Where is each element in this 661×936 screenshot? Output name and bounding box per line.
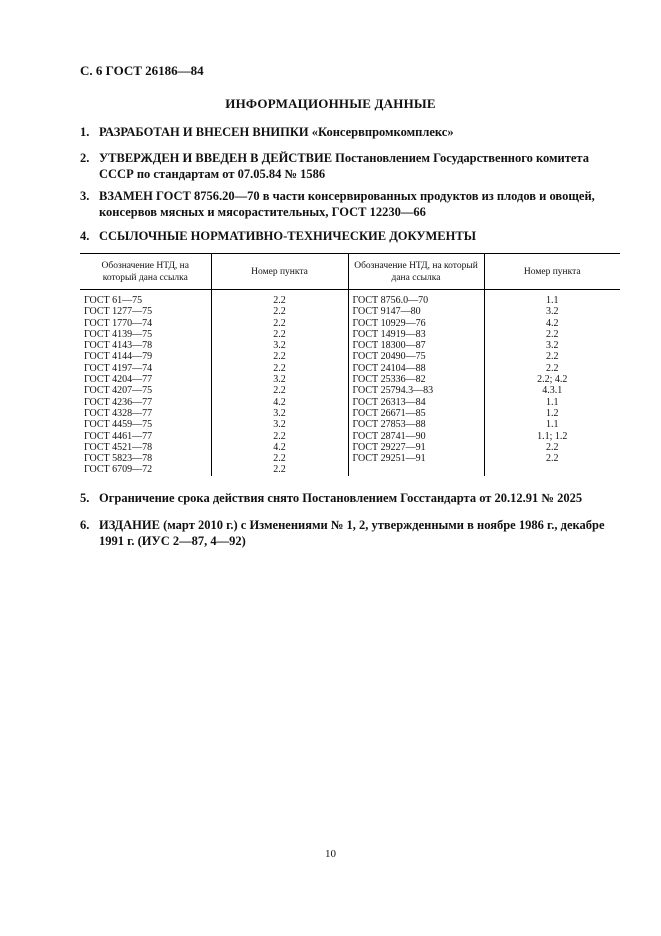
table-row xyxy=(80,453,620,464)
ntd-cell: ГОСТ 18300—87 xyxy=(348,340,484,351)
table-row xyxy=(80,340,620,351)
clause-cell: 1.1 xyxy=(546,295,559,306)
clause-cell: 2.2 xyxy=(211,351,348,362)
info-item-2 xyxy=(80,150,620,182)
ntd-cell: ГОСТ 4143—78 xyxy=(80,340,211,351)
ntd-cell: ГОСТ 6709—72 xyxy=(80,464,211,475)
item-number: 4. xyxy=(80,229,90,243)
col-header-clause: Номер пункта xyxy=(484,254,620,290)
ntd-cell: ГОСТ 24104—88 xyxy=(348,363,484,374)
clause-cell: 1.1 xyxy=(546,419,559,431)
table-row xyxy=(80,464,620,475)
item-text: ССЫЛОЧНЫЕ НОРМАТИВНО-ТЕХНИЧЕСКИЕ ДОКУМЕНТЫ xyxy=(99,229,476,243)
item-text: УТВЕРЖДЕН И ВВЕДЕН В ДЕЙСТВИЕ Постановлением Государственного комитета СССР по стандартам от 07.05.84 № 1586 xyxy=(99,151,589,181)
clause-cell: 2.2 xyxy=(211,464,348,475)
ntd-cell: ГОСТ 25336—82 xyxy=(348,374,484,385)
item-number: 1. xyxy=(80,125,90,139)
ntd-cell: ГОСТ 4144—79 xyxy=(80,351,211,362)
clause-cell: 4.2 xyxy=(546,317,559,329)
clause-cell: 2.2 xyxy=(211,431,348,442)
running-header: С. 6 ГОСТ 26186—84 xyxy=(80,63,204,78)
table-row xyxy=(80,374,620,385)
col-header-ntd: Обозначение НТД, на который дана ссылка xyxy=(348,254,484,290)
clause-cell: 3.2 xyxy=(211,374,348,385)
item-text: Ограничение срока действия снято Постановлением Госстандарта от 20.12.91 № 2025 xyxy=(99,491,583,505)
clause-cell: 3.2 xyxy=(211,419,348,430)
clause-cell: 2.2 xyxy=(546,441,559,453)
table-body xyxy=(80,290,620,476)
ntd-cell: ГОСТ 26671—85 xyxy=(348,408,484,419)
ntd-cell: ГОСТ 4328—77 xyxy=(80,408,211,419)
clause-cell: 2.2 xyxy=(211,385,348,396)
ntd-cell: ГОСТ 28741—90 xyxy=(348,431,484,442)
table-row xyxy=(80,419,620,430)
item-number: 5. xyxy=(80,491,90,505)
clause-cell: 3.2 xyxy=(546,340,559,352)
clause-cell: 1.1; 1.2 xyxy=(537,430,568,442)
ntd-cell: ГОСТ 14919—83 xyxy=(348,329,484,340)
info-item-4 xyxy=(80,228,620,244)
clause-cell: 2.2 xyxy=(211,306,348,317)
ntd-cell: ГОСТ 26313—84 xyxy=(348,397,484,408)
table-row xyxy=(80,442,620,453)
section-title: ИНФОРМАЦИОННЫЕ ДАННЫЕ xyxy=(225,96,436,111)
clause-cell: 3.2 xyxy=(211,340,348,351)
clause-cell: 2.2 xyxy=(546,328,559,340)
info-item-6 xyxy=(80,517,620,549)
info-item-5 xyxy=(80,490,620,506)
clause-cell: 1.2 xyxy=(546,407,559,419)
clause-cell: 2.2 xyxy=(211,290,348,307)
ntd-cell: ГОСТ 4204—77 xyxy=(80,374,211,385)
ntd-cell: ГОСТ 61—75 xyxy=(80,290,211,307)
clause-cell: 2.2; 4.2 xyxy=(537,374,568,386)
ntd-cell: ГОСТ 5823—78 xyxy=(80,453,211,464)
ntd-cell: ГОСТ 1770—74 xyxy=(80,318,211,329)
ntd-cell: ГОСТ 9147—80 xyxy=(348,306,484,317)
col-header-ntd: Обозначение НТД, на который дана ссылка xyxy=(80,254,211,290)
clause-cell: 2.2 xyxy=(211,363,348,374)
ntd-cell: ГОСТ 4461—77 xyxy=(80,431,211,442)
item-text: ВЗАМЕН ГОСТ 8756.20—70 в части консервированных продуктов из плодов и овощей, консервов мясных и мясорастительных, ГОСТ 12230—66 xyxy=(99,189,595,219)
ntd-cell: ГОСТ 20490—75 xyxy=(348,351,484,362)
clause-cell xyxy=(484,464,620,475)
clause-cell: 4.2 xyxy=(211,442,348,453)
ntd-cell: ГОСТ 1277—75 xyxy=(80,306,211,317)
table-row xyxy=(80,329,620,340)
ntd-cell xyxy=(348,464,484,475)
ntd-cell: ГОСТ 10929—76 xyxy=(348,318,484,329)
clause-cell: 2.2 xyxy=(546,453,559,465)
item-text: ИЗДАНИЕ (март 2010 г.) с Изменениями № 1, 2, утвержденными в ноябре 1986 г., декабре 1991 г. (ИУС 2—87, 4—92) xyxy=(99,518,605,548)
clause-cell: 2.2 xyxy=(211,453,348,464)
clause-cell: 2.2 xyxy=(211,318,348,329)
clause-cell: 3.2 xyxy=(546,306,559,318)
ntd-cell: ГОСТ 29227—91 xyxy=(348,442,484,453)
ntd-cell: ГОСТ 8756.0—70 xyxy=(348,290,484,307)
ntd-cell: ГОСТ 4521—78 xyxy=(80,442,211,453)
item-number: 2. xyxy=(80,151,90,165)
ntd-cell: ГОСТ 4139—75 xyxy=(80,329,211,340)
col-header-clause: Номер пункта xyxy=(211,254,348,290)
info-item-3 xyxy=(80,188,620,220)
ntd-cell: ГОСТ 4459—75 xyxy=(80,419,211,430)
ntd-cell: ГОСТ 29251—91 xyxy=(348,453,484,464)
page-number: 10 xyxy=(325,848,336,860)
table-row xyxy=(80,363,620,374)
ntd-cell: ГОСТ 4236—77 xyxy=(80,397,211,408)
clause-cell: 1.1 xyxy=(546,396,559,408)
ntd-cell: ГОСТ 4207—75 xyxy=(80,385,211,396)
references-table xyxy=(80,253,620,476)
table-row xyxy=(80,408,620,419)
clause-cell: 2.2 xyxy=(211,329,348,340)
clause-cell: 2.2 xyxy=(546,362,559,374)
clause-cell: 4.2 xyxy=(211,397,348,408)
table-row xyxy=(80,431,620,442)
table-row xyxy=(80,306,620,317)
table-row xyxy=(80,318,620,329)
ntd-cell: ГОСТ 25794.3—83 xyxy=(348,385,484,396)
item-number: 6. xyxy=(80,518,90,532)
table-header-row xyxy=(80,254,620,290)
ntd-cell: ГОСТ 4197—74 xyxy=(80,363,211,374)
ntd-cell: ГОСТ 27853—88 xyxy=(348,419,484,430)
table-row xyxy=(80,385,620,396)
table-row xyxy=(80,351,620,362)
table-row xyxy=(80,397,620,408)
clause-cell: 4.3.1 xyxy=(542,385,563,397)
info-item-1 xyxy=(80,124,620,140)
clause-cell: 3.2 xyxy=(211,408,348,419)
item-number: 3. xyxy=(80,189,90,203)
clause-cell: 2.2 xyxy=(546,351,559,363)
item-text: РАЗРАБОТАН И ВНЕСЕН ВНИПКИ «Консервпромкомплекс» xyxy=(99,125,454,139)
table-row xyxy=(80,290,620,307)
